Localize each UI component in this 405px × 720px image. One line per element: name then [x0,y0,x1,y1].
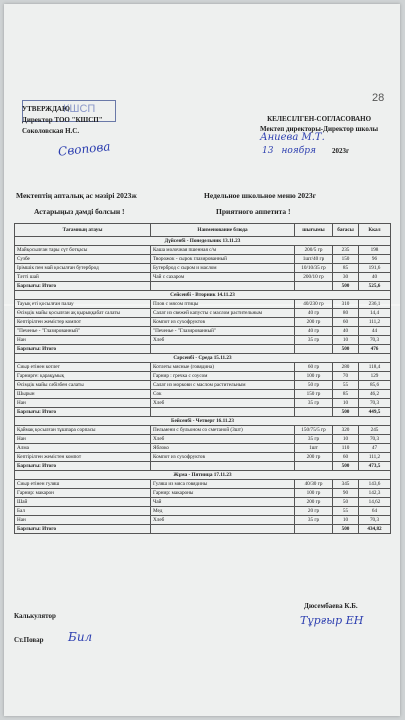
table-row [15,264,391,273]
price-cell: 50 [333,498,359,507]
price-cell: 10 [333,399,359,408]
total-portion-cell [295,345,333,354]
price-cell: 40 [333,327,359,336]
price-cell: 80 [333,309,359,318]
table-row [15,336,391,345]
table-row [15,327,391,336]
dish-kz-cell: Нан [15,399,151,408]
header-dish-ru-cell: Наименование блюда [151,224,295,237]
kcal-cell: 236,1 [359,300,391,309]
kcal-cell: 111,2 [359,318,391,327]
total-kcal-cell: 473,5 [359,462,391,471]
calculator-label: Калькулятор [14,612,56,620]
price-cell: 10 [333,336,359,345]
header-portion-cell: шығымы [295,224,333,237]
dish-ru-cell: Салат из моркови с маслом растительным [151,381,295,390]
price-cell: 310 [333,300,359,309]
day-total-row [15,408,391,417]
title-ru-line1: Недельное школьное меню 2023г [204,191,317,200]
title-ru-line2: Приятного аппетита ! [216,207,291,216]
kcal-cell: 85,6 [359,381,391,390]
portion-cell: 35 гр [295,435,333,444]
portion-cell: 1шт [295,444,333,453]
school-director-signature: Аниева М.Т. [260,132,325,143]
title-kz-line1: Мектептің апталық ас мәзірі 2023ж [16,191,137,200]
price-cell: 85 [333,264,359,273]
dish-kz-cell: Өсімдік майы сәбізбен салаты [15,381,151,390]
kcal-cell: 44 [359,327,391,336]
kcal-cell: 70,3 [359,399,391,408]
total-dish-ru-cell [151,345,295,354]
calculator-name: Дюсембаева К.Б. [304,602,358,610]
dish-ru-cell: Плов с мясом птицы [151,300,295,309]
price-cell: 60 [333,318,359,327]
total-dish-kz-cell: Барлығы: Итого [15,345,151,354]
total-dish-kz-cell: Барлығы: Итого [15,525,151,534]
calculator-signature: Тұрғыр ЕН [300,614,364,627]
table-row [15,426,391,435]
cook-label: Ст.Повар [14,636,44,644]
dish-kz-cell: Шай [15,498,151,507]
menu-document [4,4,400,716]
day-title: Сәрсенбі - Среда 15.11.23 [15,354,391,363]
portion-cell: 200 гр [295,453,333,462]
price-cell: 110 [333,444,359,453]
total-dish-ru-cell [151,525,295,534]
portion-cell: 200 гр [295,498,333,507]
dish-kz-cell: Сиыр етінен гуляш [15,480,151,489]
table-row [15,399,391,408]
total-dish-kz-cell: Барлығы: Итого [15,462,151,471]
price-cell: 150 [333,255,359,264]
kcal-cell: 46,2 [359,390,391,399]
dish-ru-cell: Салат из свежей капусты с маслом растительным [151,309,295,318]
dish-ru-cell: Компот из сухофруктов [151,318,295,327]
kcal-cell: 47 [359,444,391,453]
portion-cell: 150/75/5 гр [295,426,333,435]
director-title: Директор ТОО "КШСП" [22,116,103,124]
total-dish-ru-cell [151,282,295,291]
dish-kz-cell: Қаймақ қосылған тұшпара сорпасы [15,426,151,435]
portion-cell: 40/30 гр [295,480,333,489]
dish-kz-cell: Майқосылған тары сүт ботқасы [15,246,151,255]
table-row [15,363,391,372]
dish-ru-cell: Бутерброд с сыром и маслом [151,264,295,273]
date-day: 13 [262,146,274,156]
dish-kz-cell: Бал [15,507,151,516]
table-row [15,444,391,453]
dish-ru-cell: Творожок - сырок глазированный [151,255,295,264]
kcal-cell: 70,3 [359,516,391,525]
dish-ru-cell: Гарнир : гречка с соусом [151,372,295,381]
portion-cell: 10/10/35 гр [295,264,333,273]
total-portion-cell [295,462,333,471]
table-row [15,318,391,327]
dish-ru-cell: Чай с сахаром [151,273,295,282]
total-dish-ru-cell [151,408,295,417]
stamp-ghost-text: КШСП [63,103,96,115]
table-header-row [15,224,391,237]
dish-kz-cell: Кептірілген жемістен компот [15,453,151,462]
dish-kz-cell: Сузбе [15,255,151,264]
portion-cell: 35 гр [295,399,333,408]
table-row [15,273,391,282]
table-row [15,300,391,309]
price-cell: 85 [333,390,359,399]
total-kcal-cell: 449,5 [359,408,391,417]
total-dish-kz-cell: Барлығы: Итого [15,282,151,291]
kcal-cell: 118,4 [359,363,391,372]
date-month: ноября [281,146,316,156]
total-dish-ru-cell [151,462,295,471]
price-cell: 320 [333,426,359,435]
header-kcal-cell: Ккал [359,224,391,237]
price-cell: 280 [333,363,359,372]
table-row [15,507,391,516]
table-row [15,372,391,381]
table-row [15,309,391,318]
dish-kz-cell: Өсімдік майы қосылған ақ қырыққабат салаты [15,309,151,318]
portion-cell: 150 гр [295,390,333,399]
portion-cell: 40/230 гр [295,300,333,309]
date-year: 2023г [331,147,350,155]
table-row [15,246,391,255]
price-cell: 10 [333,435,359,444]
table-row [15,381,391,390]
total-kcal-cell: 525,6 [359,282,391,291]
kcal-cell: 191,6 [359,264,391,273]
day-title: Бейсенбі - Четверг 16.11.23 [15,417,391,426]
document-number: 28 [372,92,385,104]
portion-cell: 200/10 гр [295,273,333,282]
total-portion-cell [295,282,333,291]
director-signature: Свопова [57,139,112,159]
portion-cell: 100 гр [295,489,333,498]
dish-ru-cell: Хлеб [151,516,295,525]
approved-label: УТВЕРЖДАЮ [22,105,70,113]
table-row [15,489,391,498]
total-price-cell: 500 [333,282,359,291]
dish-ru-cell: Котлеты мясные (говядина) [151,363,295,372]
portion-cell: 40 гр [295,327,333,336]
dish-ru-cell: Мед [151,507,295,516]
dish-kz-cell: Нан [15,516,151,525]
dish-ru-cell: Яблоко [151,444,295,453]
price-cell: 235 [333,246,359,255]
title-kz-line2: Астарыңыз дәмді болсын ! [34,207,125,216]
dish-ru-cell: Хлеб [151,399,295,408]
price-cell: 60 [333,453,359,462]
dish-ru-cell: Каша молочная пшенная с/м [151,246,295,255]
dish-kz-cell: Тәтті шай [15,273,151,282]
day-title-row [15,471,391,480]
header-dish-kz-cell: Тағамның атауы [15,224,151,237]
table-row [15,498,391,507]
portion-cell: 1шт/40 гр [295,255,333,264]
total-kcal-cell: 476 [359,345,391,354]
day-total-row [15,345,391,354]
dish-kz-cell: Нан [15,435,151,444]
total-price-cell: 500 [333,462,359,471]
day-title-row [15,417,391,426]
day-title: Дүйсенбі - Понедельник 13.11.23 [15,237,391,246]
portion-cell: 40 гр [295,309,333,318]
day-title: Сейсенбі - Вторник 14.11.23 [15,291,391,300]
day-title-row [15,237,391,246]
kcal-cell: 96 [359,255,391,264]
kcal-cell: 70,3 [359,435,391,444]
day-total-row [15,525,391,534]
day-total-row [15,282,391,291]
dish-kz-cell: Гарнир: макарон [15,489,151,498]
kcal-cell: 40 [359,273,391,282]
dish-kz-cell: Кептірілген жемістер компот [15,318,151,327]
table-row [15,255,391,264]
total-price-cell: 500 [333,408,359,417]
dish-kz-cell: Ірімшік пен май қосылған бутерброд [15,264,151,273]
price-cell: 55 [333,507,359,516]
dish-ru-cell: Сок [151,390,295,399]
portion-cell: 200 гр [295,318,333,327]
table-row [15,435,391,444]
agreement-block [260,114,378,134]
price-cell: 70 [333,372,359,381]
kcal-cell: 245 [359,426,391,435]
kcal-cell: 64 [359,507,391,516]
kcal-cell: 14,4 [359,309,391,318]
dish-kz-cell: Шырын [15,390,151,399]
menu-table [14,223,391,534]
portion-cell: 20 гр [295,507,333,516]
agreed-label: КЕЛЕСІЛГЕН-СОГЛАСОВАНО [267,115,372,123]
kcal-cell: 198 [359,246,391,255]
day-title-row [15,354,391,363]
table-row [15,390,391,399]
approval-block [22,104,103,137]
portion-cell: 35 гр [295,516,333,525]
dish-ru-cell: Компот из сухофруктов [151,453,295,462]
total-dish-kz-cell: Барлығы: Итого [15,408,151,417]
table-row [15,480,391,489]
dish-ru-cell: Чай [151,498,295,507]
day-total-row [15,462,391,471]
dish-ru-cell: "Печенье - "Глазированный" [151,327,295,336]
dish-ru-cell: Гуляш из мяса говядины [151,480,295,489]
total-portion-cell [295,525,333,534]
kcal-cell: 70,3 [359,336,391,345]
price-cell: 345 [333,480,359,489]
kcal-cell: 129 [359,372,391,381]
title-russian [204,188,316,220]
portion-cell: 100 гр [295,372,333,381]
title-kazakh [16,188,137,220]
kcal-cell: 111,2 [359,453,391,462]
portion-cell: 60 гр [295,363,333,372]
total-portion-cell [295,408,333,417]
agreement-date [262,146,349,156]
total-price-cell: 500 [333,525,359,534]
total-price-cell: 500 [333,345,359,354]
total-kcal-cell: 434,82 [359,525,391,534]
dish-ru-cell: Хлеб [151,435,295,444]
portion-cell: 35 гр [295,336,333,345]
price-cell: 90 [333,489,359,498]
day-title: Жұма - Пятница 17.11.23 [15,471,391,480]
price-cell: 10 [333,516,359,525]
dish-ru-cell: Пельмени с бульоном со сметаной (Зшт) [151,426,295,435]
dish-kz-cell: Нан [15,336,151,345]
kcal-cell: 142,3 [359,489,391,498]
director-name: Соколовская Н.С. [22,127,80,135]
portion-cell: 50 гр [295,381,333,390]
kcal-cell: 14,62 [359,498,391,507]
dish-kz-cell: Алма [15,444,151,453]
price-cell: 30 [333,273,359,282]
header-price-cell: бағасы [333,224,359,237]
school-director-title: Мектеп директоры-Директор школы [260,125,379,133]
dish-ru-cell: Хлеб [151,336,295,345]
dish-kz-cell: "Печенье - "Глазированный" [15,327,151,336]
dish-kz-cell: Тауық еті қосылған палау [15,300,151,309]
kcal-cell: 143,6 [359,480,391,489]
dish-ru-cell: Гарнир: макароны [151,489,295,498]
portion-cell: 200/5 гр [295,246,333,255]
table-row [15,516,391,525]
day-title-row [15,291,391,300]
cook-signature: Бил [68,630,93,644]
dish-kz-cell: Сиыр етінен котлет [15,363,151,372]
price-cell: 55 [333,381,359,390]
table-row [15,453,391,462]
dish-kz-cell: Гарнирге: қарақұмық [15,372,151,381]
